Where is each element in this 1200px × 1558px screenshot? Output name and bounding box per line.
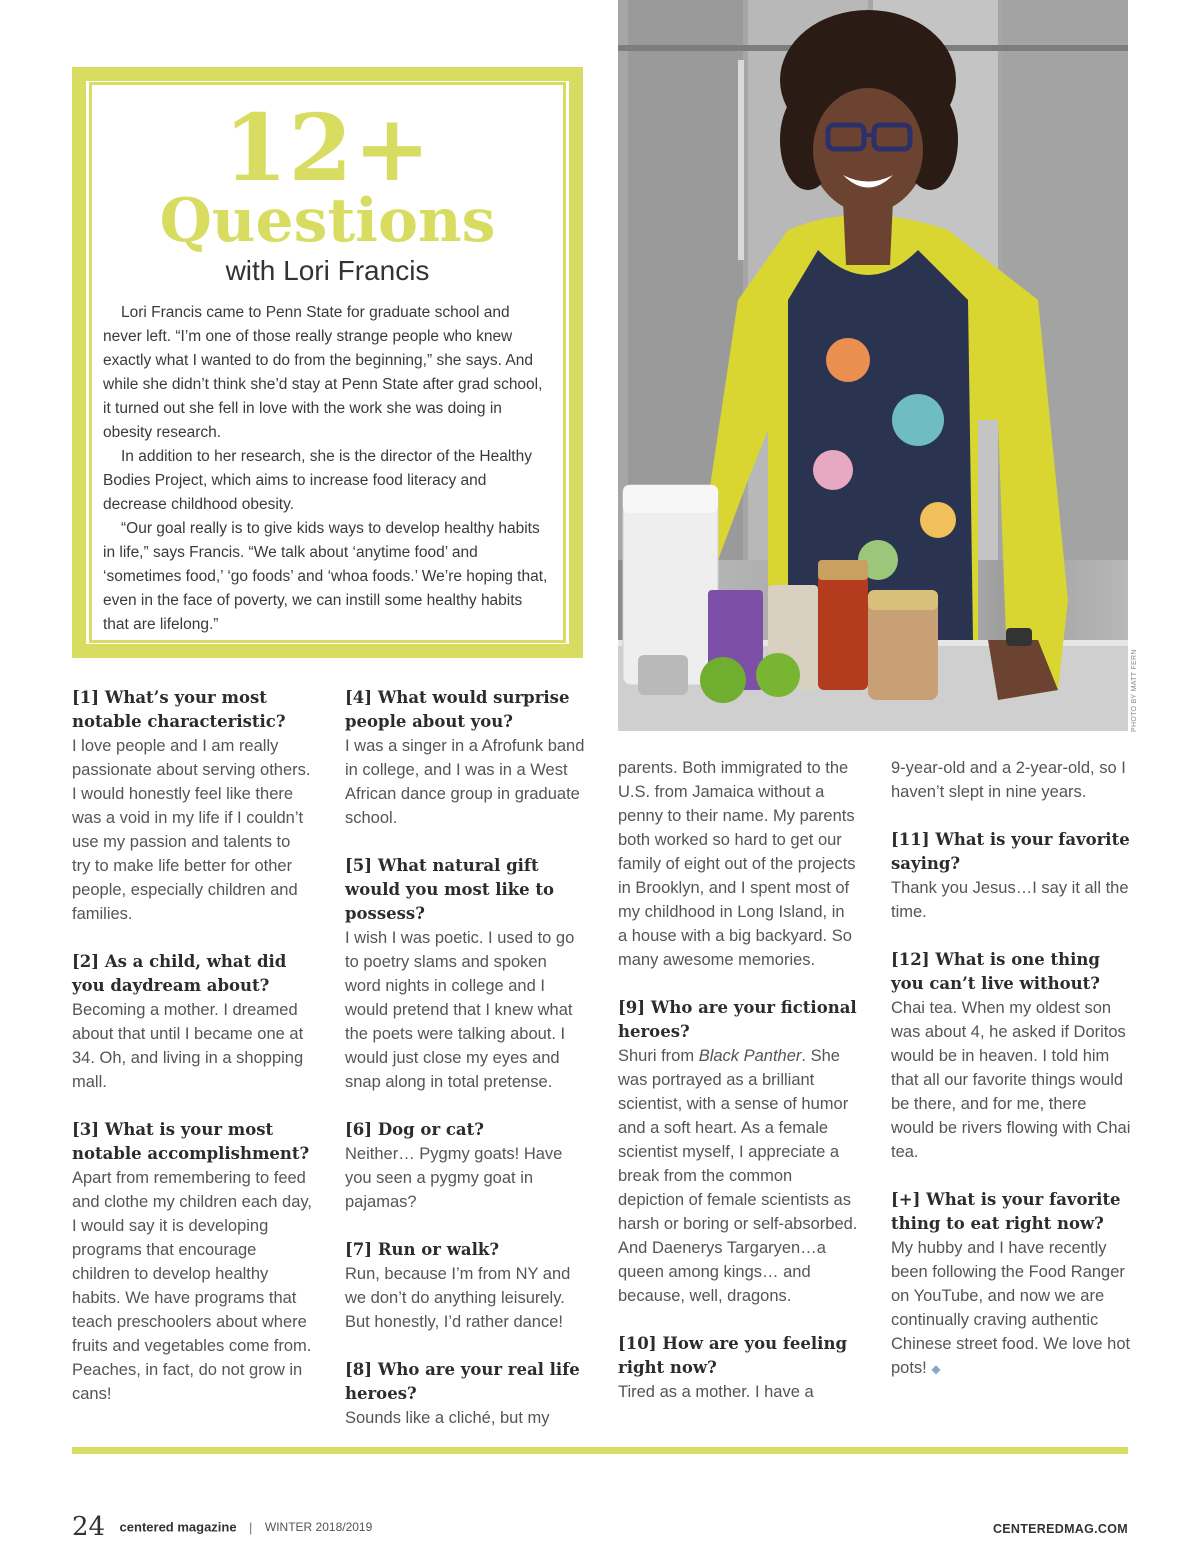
answer-4: I was a singer in a Afrofunk band in college, and I was in a West African dance group in graduate school.	[345, 737, 585, 827]
footer-left	[72, 1512, 372, 1542]
headline-subtitle: with Lori Francis	[225, 255, 430, 286]
qa-column-4	[891, 756, 1131, 1405]
question-6: [6] Dog or cat?	[345, 1120, 484, 1139]
intro-text	[103, 301, 551, 637]
question-bonus: [+] What is your favorite thing to eat right now?	[891, 1190, 1121, 1233]
question-12: [12] What is one thing you can’t live without?	[891, 950, 1100, 993]
answer-1: I love people and I am really passionate about serving others. I would honestly feel like there was a void in my life if I couldn’t use my passion and talents to try to make life better for other people, especially children and families.	[72, 737, 311, 923]
answer-9-post: . She was portrayed as a brilliant scientist, with a sense of humor and a soft heart. As a female scientist myself, I appreciate a break from the common depiction of female scientists as harsh or boring or self-absorbed. And Daenerys Targaryen…a queen among kings… and because, well, dragons.	[618, 1047, 858, 1305]
answer-bonus-text: My hubby and I have recently been following the Food Ranger on YouTube, and now we are continually craving authentic Chinese street food. We love hot pots!	[891, 1239, 1131, 1377]
answer-3: Apart from remembering to feed and clothe my children each day, I would say it is developing programs that encourage children to develop healthy habits. We have programs that teach preschoolers about where fruits and vegetables come from. Peaches, in fact, do not grow in cans!	[72, 1169, 312, 1403]
question-11: [11] What is your favorite saying?	[891, 830, 1130, 873]
answer-8: Sounds like a cliché, but my	[345, 1409, 550, 1427]
question-2: [2] As a child, what did you daydream about?	[72, 952, 287, 995]
answer-11: Thank you Jesus…I say it all the time.	[891, 879, 1129, 921]
question-7: [7] Run or walk?	[345, 1240, 499, 1259]
magazine-name: centered magazine	[119, 1519, 237, 1535]
answer-bonus	[891, 1236, 1131, 1381]
portrait-photo	[618, 0, 1128, 731]
qa-column-3	[618, 756, 858, 1428]
question-3: [3] What is your most notable accomplishment?	[72, 1120, 310, 1163]
answer-9	[618, 1044, 858, 1308]
intro-paragraph: “Our goal really is to give kids ways to develop healthy habits in life,” says Francis. “We talk about ‘anytime food’ and ‘sometimes food,’ ‘go foods’ and ‘whoa foods.’ We’re hoping that, even in the face of poverty, we can instill some healthy habits that are lifelong.”	[103, 520, 548, 633]
page-number: 24	[72, 1512, 106, 1542]
qa-column-2	[345, 686, 585, 1454]
headline-number: 12+	[223, 94, 432, 202]
answer-10: Tired as a mother. I have a	[618, 1383, 814, 1401]
qa-column-1	[72, 686, 312, 1430]
question-1: [1] What’s your most notable characteristic?	[72, 688, 286, 731]
answer-6: Neither… Pygmy goats! Have you seen a pygmy goat in pajamas?	[345, 1145, 563, 1211]
portrait-illustration	[618, 0, 1128, 731]
question-8: [8] Who are your real life heroes?	[345, 1360, 580, 1403]
answer-7: Run, because I’m from NY and we don’t do anything leisurely. But honestly, I’d rather dance!	[345, 1265, 571, 1331]
headline-title: Questions	[159, 186, 496, 256]
question-4: [4] What would surprise people about you?	[345, 688, 570, 731]
photo-credit: PHOTO BY MATT FERN	[1131, 649, 1138, 732]
website-url[interactable]: CENTEREDMAG.COM	[992, 1522, 1128, 1536]
intro-paragraph: Lori Francis came to Penn State for graduate school and never left. “I’m one of those really strange people who knew exactly what I wanted to do from the beginning,” she says. And while she didn’t think she’d stay at Penn State after grad school, it turned out she fell in love with the work she was doing in obesity research.	[103, 304, 543, 441]
answer-10-continued: 9-year-old and a 2-year-old, so I haven’t slept in nine years.	[891, 759, 1126, 801]
end-diamond-icon: ◆	[931, 1362, 941, 1376]
answer-2: Becoming a mother. I dreamed about that until I became one at 34. Oh, and living in a shopping mall.	[72, 1001, 304, 1091]
answer-12: Chai tea. When my oldest son was about 4, he asked if Doritos would be in heaven. I told him that all our favorite things would be there, and for me, there would be rivers flowing with Chai tea.	[891, 999, 1131, 1161]
intro-paragraph: In addition to her research, she is the director of the Healthy Bodies Project, which aims to increase food literacy and decrease childhood obesity.	[103, 448, 532, 513]
footer-separator: |	[249, 1519, 253, 1535]
issue-date: WINTER 2018/2019	[264, 1520, 373, 1534]
question-5: [5] What natural gift would you most like to possess?	[345, 856, 555, 923]
answer-5: I wish I was poetic. I used to go to poetry slams and spoken word nights in college and I would pretend that I knew what the poets were talking about. I would just close my eyes and snap along in total pretense.	[345, 929, 575, 1091]
answer-9-title: Black Panther	[698, 1047, 802, 1065]
answer-8-continued: parents. Both immigrated to the U.S. from Jamaica without a penny to their name. My parents both worked so hard to get our family of eight out of the projects in Brooklyn, and I spent most of my childhood in Long Island, in a house with a big backyard. So many awesome memories.	[618, 759, 856, 969]
answer-9-pre: Shuri from	[618, 1047, 699, 1065]
footer-rule	[72, 1447, 1128, 1454]
question-10: [10] How are you feeling right now?	[618, 1334, 847, 1377]
question-9: [9] Who are your fictional heroes?	[618, 998, 857, 1041]
